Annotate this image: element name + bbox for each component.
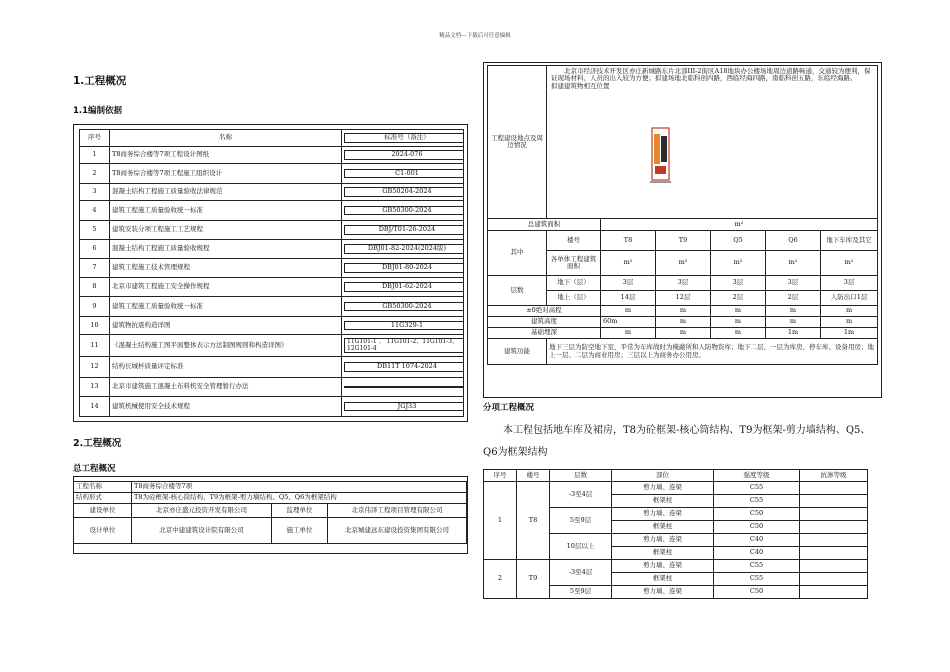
ref-row-standard-box: DB11T 1074-2024 bbox=[344, 362, 464, 371]
grade-building-t8: T8 bbox=[517, 482, 550, 560]
ref-row-standard bbox=[342, 378, 464, 397]
grade-header-no: 序号 bbox=[484, 470, 517, 482]
ref-row bbox=[80, 221, 464, 240]
ref-row bbox=[80, 397, 464, 417]
ref-header-no: 序号 bbox=[80, 130, 110, 147]
grade-no-1: 1 bbox=[484, 482, 517, 560]
ref-table bbox=[79, 129, 464, 417]
ref-row-no: 2 bbox=[80, 164, 110, 184]
ref-row-name: 建筑安装分项工程施工工艺规程 bbox=[110, 221, 342, 240]
grade-floor-range: 10层以上 bbox=[550, 534, 612, 560]
ref-row bbox=[80, 297, 464, 317]
ref-row-standard-box: 2024-076 bbox=[344, 150, 464, 159]
elev-q5: m bbox=[711, 306, 766, 317]
height-garage: m bbox=[821, 317, 878, 328]
grade-impermeability bbox=[800, 521, 868, 534]
section-title-2: 2.工程概况 bbox=[73, 438, 122, 449]
ref-row-name: 混凝土结构工程施工质量验收规程 bbox=[110, 240, 342, 259]
building-t8: T8 bbox=[601, 231, 656, 251]
ref-row-standard bbox=[342, 259, 464, 278]
grade-impermeability bbox=[800, 547, 868, 560]
ref-row-name: 建筑工程施工技术管理规程 bbox=[110, 259, 342, 278]
ref-row-no: 7 bbox=[80, 259, 110, 278]
grade-part: 框架柱 bbox=[612, 573, 714, 586]
ref-row bbox=[80, 147, 464, 164]
building-block-t8 bbox=[654, 134, 660, 164]
site-description: 北京市经济技术开发区亦庄新城路东片北部III-2街区A18地块办公楼场地周边道路畅通，交通较为便利，保证现场材料、人员的出入较为方便；拟建场地北临科创四路，西临经海四路，南临科创五路，东临经海路。 bbox=[551, 67, 871, 83]
grade-header-part: 部位 bbox=[612, 470, 714, 482]
grade-part: 剪力墙、连梁 bbox=[612, 586, 714, 599]
ref-row-standard bbox=[342, 201, 464, 221]
function-label: 建筑功能 bbox=[488, 339, 547, 365]
grade-impermeability bbox=[800, 573, 868, 586]
total-area-value: m² bbox=[601, 219, 878, 231]
building-block-q bbox=[655, 166, 666, 174]
height-q5: m bbox=[711, 317, 766, 328]
grade-strength: C40 bbox=[714, 534, 800, 547]
label-project-name: 工程名称 bbox=[74, 482, 132, 493]
ref-row-no: 11 bbox=[80, 335, 110, 357]
ref-row-no: 4 bbox=[80, 201, 110, 221]
value-owner: 北京亦庄盛元投资开发有限公司 bbox=[132, 504, 272, 518]
value-contractor: 北京城建远东建设投资集团有限公司 bbox=[328, 518, 467, 544]
grade-part: 框架柱 bbox=[612, 521, 714, 534]
page-header: 精品文档---下载后可任意编辑 bbox=[439, 33, 511, 39]
ref-row-standard-box: C1-001 bbox=[344, 169, 464, 178]
grade-floor-range: -3至4层 bbox=[550, 482, 612, 508]
ref-row-no: 14 bbox=[80, 397, 110, 417]
overview-table bbox=[73, 481, 467, 544]
above-q6: 2层 bbox=[766, 291, 821, 306]
grade-table bbox=[483, 469, 868, 599]
grade-impermeability bbox=[800, 534, 868, 547]
ref-row-name: T8商务综合楼等7项工程设计图纸 bbox=[110, 147, 342, 164]
above-t9: 12层 bbox=[656, 291, 711, 306]
site-position-caption: 拟建建筑物相互位置 bbox=[551, 81, 610, 90]
grade-strength: C55 bbox=[714, 482, 800, 495]
area-q6: m² bbox=[766, 251, 821, 276]
ref-row-standard-box: DBJ01-82-2024(2024版) bbox=[344, 244, 464, 253]
ref-row-no: 12 bbox=[80, 357, 110, 378]
elev-q6: m bbox=[766, 306, 821, 317]
ref-row-standard bbox=[342, 164, 464, 184]
ref-row-no: 9 bbox=[80, 297, 110, 317]
depth-q6: 1m bbox=[766, 328, 821, 339]
subsection-title-overview: 总工程概况 bbox=[73, 464, 116, 474]
label-structure: 结构形式 bbox=[74, 493, 132, 504]
under-garage: 3层 bbox=[821, 276, 878, 291]
grade-no-2: 2 bbox=[484, 560, 517, 599]
grade-part: 剪力墙、连梁 bbox=[612, 534, 714, 547]
grade-impermeability bbox=[800, 508, 868, 521]
ref-row-standard bbox=[342, 397, 464, 417]
elev-garage: m bbox=[821, 306, 878, 317]
area-t9: m² bbox=[656, 251, 711, 276]
ref-row bbox=[80, 164, 464, 184]
elevation-label: ±0绝对高程 bbox=[488, 306, 601, 317]
building-t9: T9 bbox=[656, 231, 711, 251]
grade-impermeability bbox=[800, 482, 868, 495]
depth-t9: m bbox=[656, 328, 711, 339]
subsection-title-items: 分项工程概况 bbox=[483, 403, 535, 413]
ref-row-standard bbox=[342, 317, 464, 335]
ref-row bbox=[80, 184, 464, 201]
ref-row-name: 建筑物抗震构造详图 bbox=[110, 317, 342, 335]
grade-part: 框架柱 bbox=[612, 495, 714, 508]
ref-row-standard-box bbox=[344, 386, 464, 388]
grade-part: 框架柱 bbox=[612, 547, 714, 560]
grade-floor-range: 5至9层 bbox=[550, 508, 612, 534]
above-garage: 人防出口1层 bbox=[821, 291, 878, 306]
area-t8: m² bbox=[601, 251, 656, 276]
ref-row-standard bbox=[342, 335, 464, 357]
ref-row-no: 6 bbox=[80, 240, 110, 259]
site-position-figure bbox=[648, 126, 673, 186]
ref-row-standard-box: GB50300-2024 bbox=[344, 302, 464, 311]
building-no-label: 楼号 bbox=[547, 231, 601, 251]
building-garage: 地下车库及其它 bbox=[821, 231, 878, 251]
ref-row-no: 3 bbox=[80, 184, 110, 201]
ref-row-name: 结构长城杯质量评定标准 bbox=[110, 357, 342, 378]
ref-row-name: T8商务综合楼等7项工程施工组织设计 bbox=[110, 164, 342, 184]
label-contractor: 施工单位 bbox=[272, 518, 328, 544]
ref-row-name: 建筑机械使用安全技术规程 bbox=[110, 397, 342, 417]
subsection-title-basis: 1.1编制依据 bbox=[73, 106, 123, 116]
height-label: 建筑高度 bbox=[488, 317, 601, 328]
ref-row-standard bbox=[342, 297, 464, 317]
ref-row-no: 1 bbox=[80, 147, 110, 164]
ref-header-name: 名称 bbox=[110, 130, 342, 147]
grade-part: 剪力墙、连梁 bbox=[612, 560, 714, 573]
elev-t8: m bbox=[601, 306, 656, 317]
ref-row-name: 混凝土结构工程施工质量验收法律规范 bbox=[110, 184, 342, 201]
ref-row-name: 北京市建筑施工混凝土布料机安全管理暂行办法 bbox=[110, 378, 342, 397]
value-supervisor: 北京伟泽工程项目管理有限公司 bbox=[328, 504, 467, 518]
ref-row-standard-box: GB50204-2024 bbox=[344, 187, 464, 196]
grade-part: 剪力墙、连梁 bbox=[612, 508, 714, 521]
building-q5: Q5 bbox=[711, 231, 766, 251]
ref-row-no: 5 bbox=[80, 221, 110, 240]
ref-row-standard-box: JGJ33 bbox=[344, 402, 464, 411]
depth-garage: 1m bbox=[821, 328, 878, 339]
site-table bbox=[487, 65, 878, 365]
area-garage: m² bbox=[821, 251, 878, 276]
depth-q5: m bbox=[711, 328, 766, 339]
ref-row-standard bbox=[342, 147, 464, 164]
of-which-label: 其中 bbox=[488, 231, 547, 276]
ref-row-name: 建筑工程施工质量验收统一标准 bbox=[110, 297, 342, 317]
grade-strength: C50 bbox=[714, 521, 800, 534]
depth-label: 基础埋深 bbox=[488, 328, 601, 339]
ref-row bbox=[80, 259, 464, 278]
value-structure: T8为砼框架-核心筒结构、T9为框架-剪力墙结构、Q5、Q6为框架结构 bbox=[132, 493, 467, 504]
height-t8: 60m bbox=[601, 317, 656, 328]
ref-row-standard bbox=[342, 278, 464, 297]
site-cell bbox=[547, 66, 878, 219]
ref-row-standard bbox=[342, 221, 464, 240]
ref-header-std: 标准号（备注） bbox=[342, 130, 464, 147]
ref-row-no: 10 bbox=[80, 317, 110, 335]
ref-row-standard-box: 11G101-1 、 11G101-2、11G101-3、12G101-4 bbox=[344, 338, 464, 354]
ref-row bbox=[80, 201, 464, 221]
ref-row-name: 《混凝土结构施工图平面整体表示方法制图规则和构造详图》 bbox=[110, 335, 342, 357]
ref-row-standard bbox=[342, 240, 464, 259]
ref-row-standard-box: 11G329-1 bbox=[344, 321, 464, 330]
area-q5: m² bbox=[711, 251, 766, 276]
ref-row bbox=[80, 335, 464, 357]
value-project-name: T8商务综合楼等7项 bbox=[132, 482, 467, 493]
section-title: 1.工程概况 bbox=[73, 75, 127, 87]
under-t9: 3层 bbox=[656, 276, 711, 291]
label-designer: 设计单位 bbox=[74, 518, 132, 544]
site-label: 工程建设地点及周边情况 bbox=[488, 66, 547, 219]
ref-row bbox=[80, 278, 464, 297]
grade-impermeability bbox=[800, 560, 868, 573]
grade-building-t9: T9 bbox=[517, 560, 550, 599]
ref-row-standard-box: DBJ01-62-2024 bbox=[344, 282, 464, 291]
ref-row-no: 8 bbox=[80, 278, 110, 297]
unit-area-label: 各单体工程建筑面积 bbox=[547, 251, 601, 276]
height-q6: m bbox=[766, 317, 821, 328]
ref-row-standard-box: GB50300-2024 bbox=[344, 206, 464, 215]
grade-floor-range: 5至9层 bbox=[550, 586, 612, 599]
grade-floor-range: -3至4层 bbox=[550, 560, 612, 586]
floors-label: 层数 bbox=[488, 276, 547, 306]
label-supervisor: 监理单位 bbox=[272, 504, 328, 518]
value-designer: 北京中建建筑设计院有限公司 bbox=[132, 518, 272, 544]
grade-strength: C50 bbox=[714, 586, 800, 599]
elev-t9: m bbox=[656, 306, 711, 317]
grade-part: 剪力墙、连梁 bbox=[612, 482, 714, 495]
underground-label: 地下（层） bbox=[547, 276, 601, 291]
grade-strength: C55 bbox=[714, 495, 800, 508]
depth-t8: m bbox=[601, 328, 656, 339]
ref-row-no: 13 bbox=[80, 378, 110, 397]
ref-row-standard-box: DBJ/T01-26-2024 bbox=[344, 225, 464, 234]
aboveground-label: 地上（层） bbox=[547, 291, 601, 306]
under-q5: 3层 bbox=[711, 276, 766, 291]
ref-row bbox=[80, 317, 464, 335]
grade-header-floors: 层数 bbox=[550, 470, 612, 482]
grade-strength: C55 bbox=[714, 560, 800, 573]
ref-row-standard bbox=[342, 184, 464, 201]
total-area-label: 总建筑面积 bbox=[488, 219, 601, 231]
ref-row bbox=[80, 378, 464, 397]
grade-strength: C55 bbox=[714, 573, 800, 586]
above-q5: 2层 bbox=[711, 291, 766, 306]
building-block-t9 bbox=[661, 136, 667, 162]
grade-strength: C40 bbox=[714, 547, 800, 560]
height-t9: m bbox=[656, 317, 711, 328]
label-owner: 建设单位 bbox=[74, 504, 132, 518]
items-paragraph: 本工程包括地车库及裙房，T8为砼框架-核心筒结构、T9为框架-剪力墙结构、Q5、Q6为框架结构 bbox=[483, 425, 871, 458]
ref-row-name: 建筑工程施工质量验收统一标准 bbox=[110, 201, 342, 221]
under-t8: 3层 bbox=[601, 276, 656, 291]
building-q6: Q6 bbox=[766, 231, 821, 251]
grade-header-building: 楼号 bbox=[517, 470, 550, 482]
grade-impermeability bbox=[800, 495, 868, 508]
grade-header-impermeability: 抗渗等级 bbox=[800, 470, 868, 482]
function-text: 地下三层为防空地下室，平常为车库战时为掩蔽所和人防物资库；地下二层、一层为库房、停车库、设备用房；地上一层、二层为商业用房；三层以上为商务办公用房。 bbox=[547, 339, 878, 365]
above-t8: 14层 bbox=[601, 291, 656, 306]
grade-header-strength: 强度等级 bbox=[714, 470, 800, 482]
ref-row-name: 北京市建筑工程施工安全操作规程 bbox=[110, 278, 342, 297]
grade-strength: C50 bbox=[714, 508, 800, 521]
ref-row bbox=[80, 240, 464, 259]
ref-row bbox=[80, 357, 464, 378]
ref-row-standard bbox=[342, 357, 464, 378]
under-q6: 3层 bbox=[766, 276, 821, 291]
ref-row-standard-box: DBJ01-80-2024 bbox=[344, 263, 464, 272]
grade-impermeability bbox=[800, 586, 868, 599]
